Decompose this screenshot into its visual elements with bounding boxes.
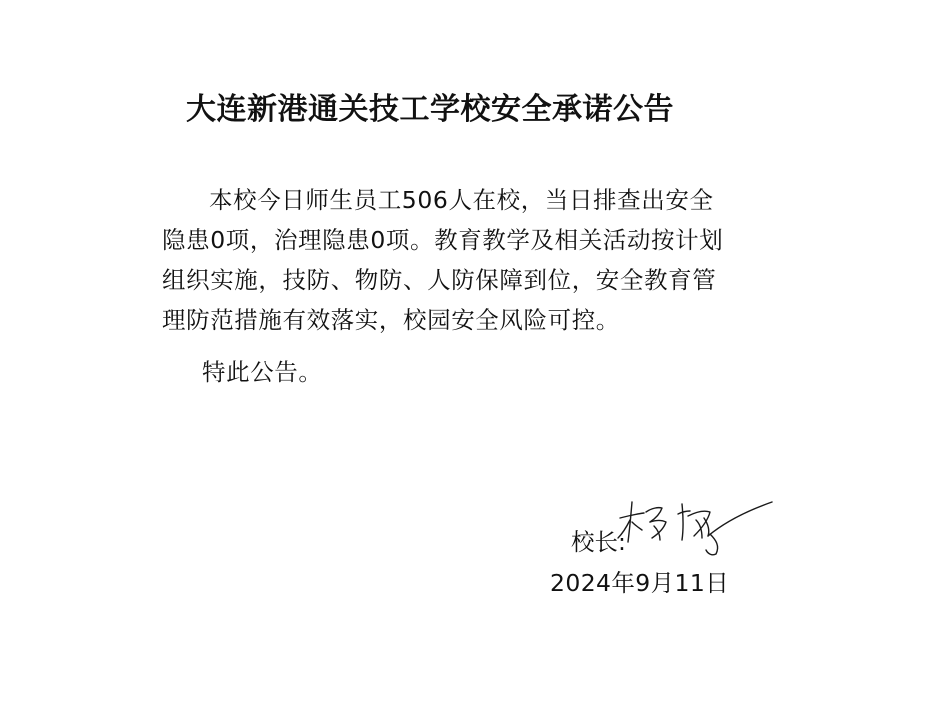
principal-label: 校长: xyxy=(571,528,626,556)
notice-date: 2024年9月11日 xyxy=(550,569,730,597)
notice-body: 本校今日师生员工506人在校，当日排查出安全隐患0项，治理隐患0项。教育教学及相关活动按计划组织实施，技防、物防、人防保障到位，安全教育管理防范措施有效落实，校园安全风险可控。 xyxy=(162,186,724,334)
notice-closing: 特此公告。 xyxy=(202,358,323,386)
handwritten-signature-icon xyxy=(616,496,776,560)
notice-title: 大连新港通关技工学校安全承诺公告 xyxy=(186,92,674,127)
